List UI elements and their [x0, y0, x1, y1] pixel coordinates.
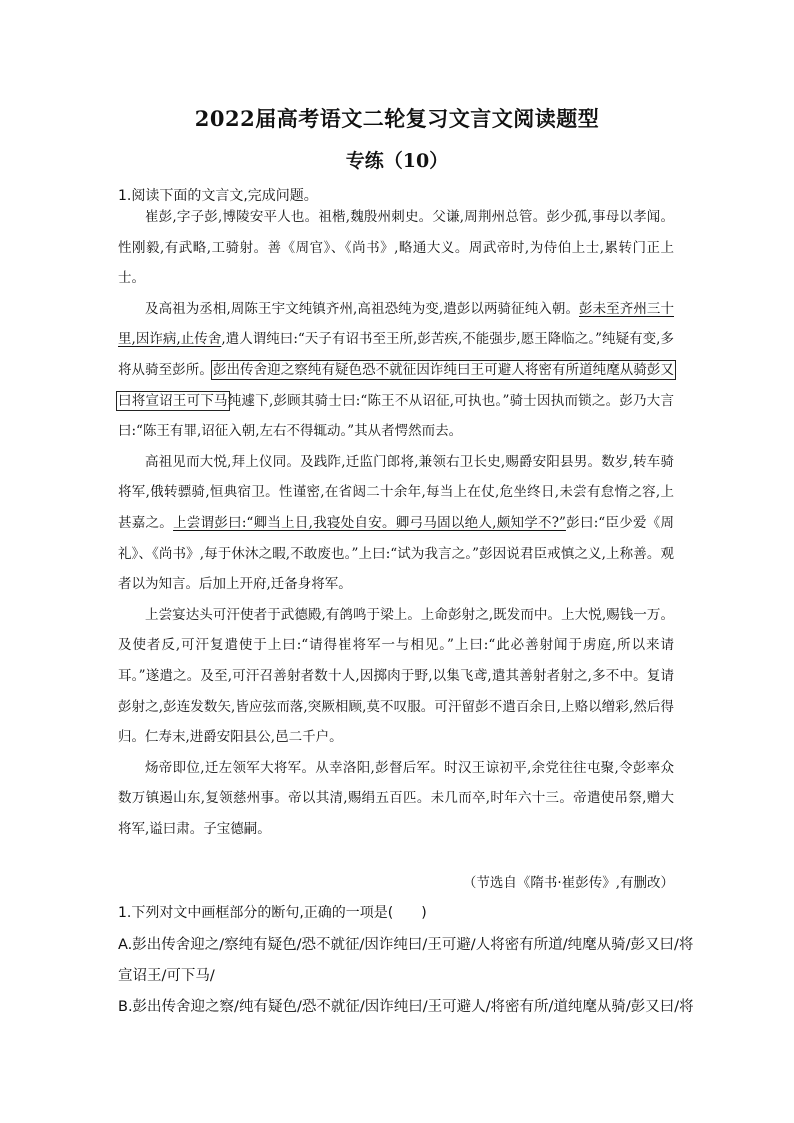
- passage-paragraph-4: 上尝宴达头可汗使者于武德殿,有鸽鸣于梁上。上命彭射之,既发而中。上大悦,赐钱一万。及使者反,可汗复遣使于上曰:“请得崔将军一与相见。”上曰:“此必善射闻于虏庭,所以来请耳。”遂遣之。及至,可汗召善射者数十人,因掷肉于野,以集飞鸢,遣其善射者射之,多不中。复请彭射之,彭连发数矢,皆应弦而落,突厥相顾,莫不叹服。可汗留彭不遣百余日,上赂以缯彩,然后得归。仁寿末,进爵安阳县公,邑二千户。: [118, 606, 674, 746]
- option-a-line-1[interactable]: A.彭出传舍迎之/察纯有疑色/恐不就征/因诈纯曰/王可避/人将密有所道/纯麾从骑/彭又曰/将: [118, 937, 694, 953]
- passage-source: （节选自《隋书·崔彭传》,有删改）: [462, 875, 674, 891]
- passage-text: 高祖见而大悦,拜上仪同。及践阼,迁监门郎将,兼领右卫长史,赐爵安阳县男。数岁,转车骑将军,俄转骠骑,恒典宿卫。性谨密,在省闼二十余年,每当上在仗,危坐终日,未尝有怠惰之容,上甚嘉之。: [118, 453, 674, 531]
- passage-paragraph-5: 炀帝即位,迁左领军大将军。从幸洛阳,彭督后军。时汉王谅初平,余党往往屯聚,令彭率众数万镇遏山东,复领慈州事。帝以其清,赐绢五百匹。未几而卒,时年六十三。帝遣使吊祭,赠大将军,谥曰肃。子宝德嗣。: [118, 759, 674, 837]
- document-subtitle: 专练（10）: [345, 150, 449, 172]
- option-b-line-1[interactable]: B.彭出传舍迎之察/纯有疑色/恐不就征/因诈纯曰/王可避人/将密有所/道纯麾从骑/彭又曰/将: [118, 999, 694, 1015]
- passage-text: 纯遽下,彭顾其骑士曰:“陈王不从诏征,可执也。”骑士因执而锁之。彭乃大言曰:“陈王有罪,诏征入朝,左右不得辄动。”其从者愕然而去。: [118, 392, 675, 440]
- question-instruction: 1.阅读下面的文言文,完成问题。: [118, 188, 318, 204]
- passage-paragraph-3: [118, 447, 674, 600]
- underlined-sentence: 彭未至齐州三十里,因诈病,止传舍: [118, 300, 674, 348]
- underlined-sentence: 上尝谓彭曰:“卿当上日,我寝处自安。卿弓马固以绝人,颇知学不?”: [173, 514, 566, 531]
- document-title: 2022届高考语文二轮复习文言文阅读题型: [194, 106, 600, 131]
- classical-passage: [118, 202, 674, 844]
- passage-paragraph-1: 崔彭,字子彭,博陵安平人也。祖楷,魏殷州刺史。父谦,周荆州总管。彭少孤,事母以孝闻。性刚毅,有武略,工骑射。善《周官》、《尚书》,略通大义。周武帝时,为侍伯上士,累转门正上士。: [118, 209, 674, 287]
- passage-text: 彭曰:“臣少爱《周礼》、《尚书》,每于休沐之暇,不敢废也。”上曰:“试为我言之。”彭因说君臣戒慎之义,上称善。观者以为知言。后加上开府,迁备身将军。: [118, 514, 675, 593]
- boxed-passage: 彭出传舍迎之察纯有疑色恐不就征因诈纯曰王可避人将密有所道纯麾从骑彭又曰将宣诏王可下马: [118, 361, 674, 409]
- passage-text: 及高祖为丞相,周陈王宇文纯镇齐州,高祖恐纯为变,遣彭以两骑征纯入朝。: [145, 300, 580, 317]
- option-a-line-2[interactable]: 宣诏王/可下马/: [118, 968, 215, 984]
- question-stem: 1.下列对文中画框部分的断句,正确的一项是( ): [118, 905, 427, 921]
- passage-text: ,遣人谓纯曰:“天子有诏书至王所,彭苦疾,不能强步,愿王降临之。”纯疑有变,多将从骑至彭所。: [118, 331, 674, 378]
- passage-paragraph-2: [118, 294, 674, 447]
